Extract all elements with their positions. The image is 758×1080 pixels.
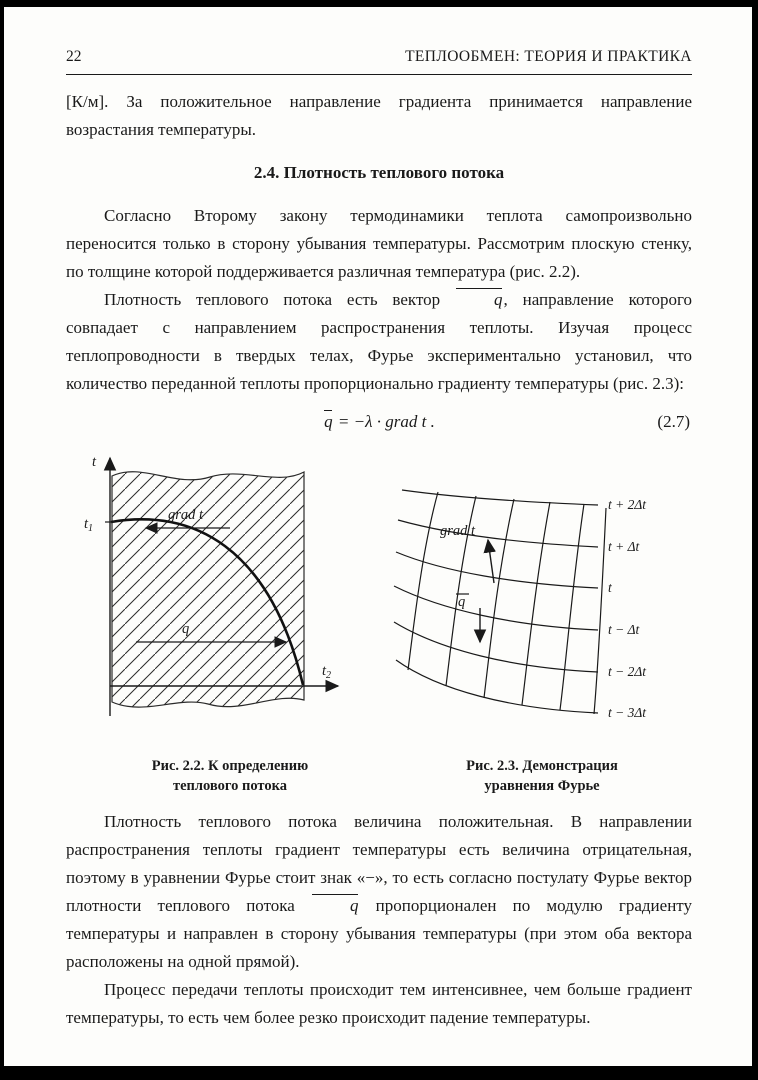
heat-flow-line — [522, 502, 550, 705]
heat-flow-line — [560, 504, 584, 710]
isotherm-labels — [608, 497, 647, 720]
caption-line: Рис. 2.3. Демонстрация — [466, 758, 618, 774]
paragraph-second-law: Согласно Второму закону термодинамики теплота самопроизвольно переносится только в сторону убывания температуры. Рассмотрим плоскую стенку, по толщине которой поддерживается различная температура (рис. 2.2). — [66, 206, 692, 281]
caption-line: Рис. 2.2. К определению — [151, 758, 309, 774]
heat-flow-line — [594, 508, 606, 714]
heat-flow-line — [408, 492, 438, 670]
equation-q-bar-symbol: q — [323, 408, 334, 436]
caption-line: теплового потока — [173, 778, 287, 794]
figures-row — [66, 444, 692, 796]
isotherm-label: t — [608, 580, 612, 595]
flux-text-before: Плотность теплового потока есть вектор — [104, 290, 455, 309]
equation-number: (2.7) — [657, 412, 690, 431]
positive-text-after: пропорционален по модулю градиенту температуры и направлен в сторону убывания температуры (при этом оба вектора расположены на одной прямой). — [66, 896, 692, 971]
figure-2-2-drawing — [80, 444, 380, 734]
positive-text-before: Плотность теплового потока величина положительная. В направлении распространения теплоты градиент температуры есть величина отрицательная, поэтому в уравнении Фурье стоит знак «−», то есть согласно постулату Фурье вектор плотности теплового потока — [66, 812, 692, 915]
q-label: q — [182, 621, 190, 637]
isotherm-curve — [396, 660, 598, 713]
t2-label: $t_2$ — [322, 663, 332, 681]
flux-text-after: , направление которого совпадает с направлением распространения теплоты. Изучая процесс теплопроводности в твердых телах, Фурье экспериментально установил, что количество переданной теплоты пропорционально градиенту температуры (рис. 2.3): — [66, 290, 693, 393]
running-head — [66, 47, 692, 67]
isotherm-label: t − 3Δt — [608, 705, 647, 720]
figure-2-3 — [392, 484, 692, 796]
paragraph-positive-value — [66, 808, 692, 976]
paragraph-flux-definition — [66, 286, 692, 398]
isotherm-label: t − Δt — [608, 622, 640, 637]
figure-2-3-caption — [392, 756, 692, 796]
figure-2-2-caption — [80, 756, 380, 796]
isotherm-label: t − 2Δt — [608, 664, 647, 679]
isotherm-curve — [402, 490, 598, 505]
book-page — [4, 7, 752, 1066]
isotherm-label: t + Δt — [608, 539, 640, 554]
section-heading: 2.4. Плотность теплового потока — [253, 163, 505, 182]
q-bar-symbol: q — [311, 892, 360, 920]
running-title: ТЕПЛООБМЕН: ТЕОРИЯ И ПРАКТИКА — [405, 48, 692, 65]
isotherm-curve — [394, 586, 598, 630]
equation-rest: = −λ · grad t . — [333, 412, 435, 431]
isotherm-curve — [396, 552, 598, 588]
heat-flow-line — [484, 499, 514, 698]
equation-body — [323, 412, 435, 431]
t1-label: $t_1$ — [84, 516, 94, 534]
equation-2-7 — [66, 408, 692, 436]
isotherm-label: t + 2Δt — [608, 497, 647, 512]
grad-t-label: grad t — [168, 507, 204, 523]
paragraph-process-intensity: Процесс передачи теплоты происходит тем интенсивнее, чем больше градиент температуры, то есть чем более резко происходит падение температуры. — [66, 980, 692, 1027]
hatched-wall-region — [112, 472, 304, 707]
caption-line: уравнения Фурье — [484, 778, 600, 794]
q-bar-symbol: q — [455, 286, 504, 314]
figure-2-2 — [80, 444, 380, 796]
grad-t-label: grad t — [440, 523, 476, 539]
paragraph-gradient-direction: [К/м]. За положительное направление градиента принимается направление возрастания температуры. — [66, 92, 692, 139]
header-rule — [66, 74, 692, 75]
page-number: 22 — [66, 48, 82, 65]
figure-2-3-drawing — [392, 484, 692, 734]
y-axis-label-t: t — [92, 454, 97, 470]
q-bar-label: q — [458, 594, 466, 610]
